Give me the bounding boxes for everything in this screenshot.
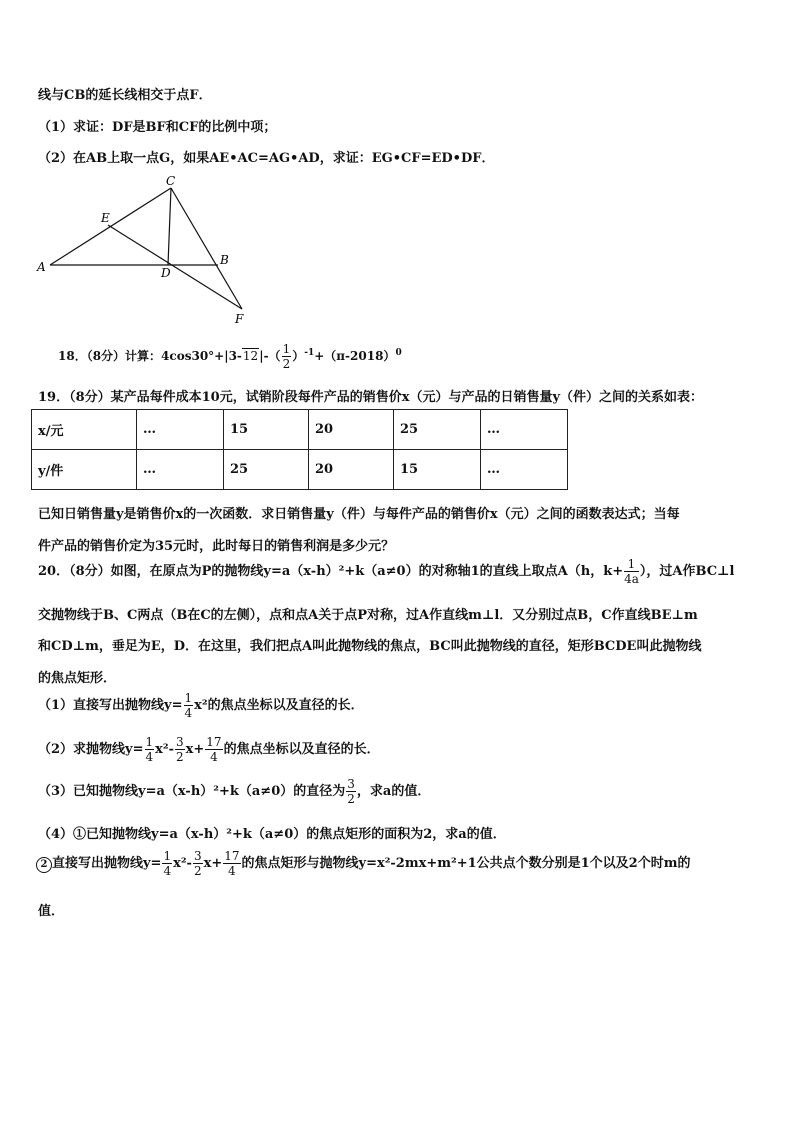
problem-20-line-1: 20．（8分）如图，在原点为P的抛物线y=a（x-h）²+k（a≠0）的对称轴1的直线上取点A（h，k+ $\frac{1}{4a}$ ），过A作BC⊥l xyxy=(38,557,735,586)
table-row xyxy=(32,450,568,490)
question-1: （1）求证：DF是BF和CF的比例中项； xyxy=(38,120,277,135)
table-cell: … xyxy=(137,410,224,450)
label-F: F xyxy=(235,312,244,326)
segment-CF xyxy=(171,188,242,309)
table-cell: y/件 xyxy=(32,450,137,490)
problem-20-part-3: （3）已知抛物线y=a（x-h）²+k（a≠0）的直径为 $\frac{3}{2}$ ，求a的值． xyxy=(38,777,431,806)
table-cell: … xyxy=(481,410,568,450)
label-D: D xyxy=(161,266,171,280)
problem-19-text: 19．（8分）某产品每件成本10元，试销阶段每件产品的销售价x（元）与产品的日销售量y（件）之间的关系如表： xyxy=(38,390,704,405)
problem-20-part-4: （4）①已知抛物线y=a（x-h）²+k（a≠0）的焦点矩形的面积为2，求a的值． xyxy=(38,827,506,842)
circled-number: 2 xyxy=(36,857,52,873)
table-cell: x/元 xyxy=(32,410,137,450)
problem-20-line-2: 交抛物线于B、C两点（B在C的左侧），点和点A关于点P对称，过A作直线m⊥l．又分别过点B，C作直线BE⊥m xyxy=(38,608,698,623)
geometry-figure xyxy=(30,170,260,330)
segment-CD xyxy=(168,188,171,265)
fraction-1-over-4a: $\frac{1}{4a}$ xyxy=(624,557,639,586)
table-cell: 20 xyxy=(309,410,394,450)
problem-18: 18．（8分）计算：4cos30°+|3-12|-（ $\frac{1}{2}$ ）$^{-1}+(\pi-2018)^0$ xyxy=(58,342,402,371)
question-2: （2）在AB上取一点G，如果AE•AC=AG•AD，求证：EG•CF=ED•DF． xyxy=(38,151,495,166)
table-cell: 15 xyxy=(224,410,309,450)
segment-EF xyxy=(108,225,242,309)
table-cell: 20 xyxy=(309,450,394,490)
label-A: A xyxy=(37,260,46,274)
problem-19-after-2: 件产品的销售价定为35元时，此时每日的销售利润是多少元？ xyxy=(38,539,395,554)
table-cell: … xyxy=(137,450,224,490)
problem-20-line-3: 和CD⊥m，垂足为E，D．在这里，我们把点A叫此抛物线的焦点，BC叫此抛物线的直径，矩形BCDE叫此抛物线 xyxy=(38,639,702,654)
problem-20-line-4: 的焦点矩形． xyxy=(38,671,117,686)
table-row xyxy=(32,410,568,450)
problem-19-after-1: 已知日销售量y是销售价x的一次函数．求日销售量y（件）与每件产品的销售价x（元）之间的函数表达式；当每 xyxy=(38,507,680,522)
table-cell: 25 xyxy=(394,410,481,450)
sqrt-12: 12 xyxy=(242,349,259,363)
table-cell: 15 xyxy=(394,450,481,490)
problem-20-part-1: （1）直接写出抛物线y= $\frac{1}{4}$ x²的焦点坐标以及直径的长． xyxy=(38,691,364,720)
table-cell: … xyxy=(481,450,568,490)
table-cell: 25 xyxy=(224,450,309,490)
intro-line: 线与CB的延长线相交于点F． xyxy=(38,88,212,103)
price-sales-table xyxy=(31,409,568,490)
label-C: C xyxy=(166,174,176,188)
problem-20-part-2: （2）求抛物线y= $\frac{1}{4}$ x²- $\frac{3}{2}$ x+ $\frac{17}{4}$ 的焦点坐标以及直径的长． xyxy=(38,735,380,764)
label-E: E xyxy=(101,211,110,225)
problem-20-part-4b: 2 直接写出抛物线y= $\frac{1}{4}$ x²- $\frac{3}{2}$ x+ $\frac{17}{4}$ 的焦点矩形与抛物线y=x²-2mx+m²+1公共点个数分别是1个以及2个时m的 xyxy=(36,850,690,877)
problem-20-line-end: 值． xyxy=(38,904,65,919)
fraction-half: $\frac{1}{2}$ xyxy=(282,342,291,371)
label-B: B xyxy=(220,253,229,267)
